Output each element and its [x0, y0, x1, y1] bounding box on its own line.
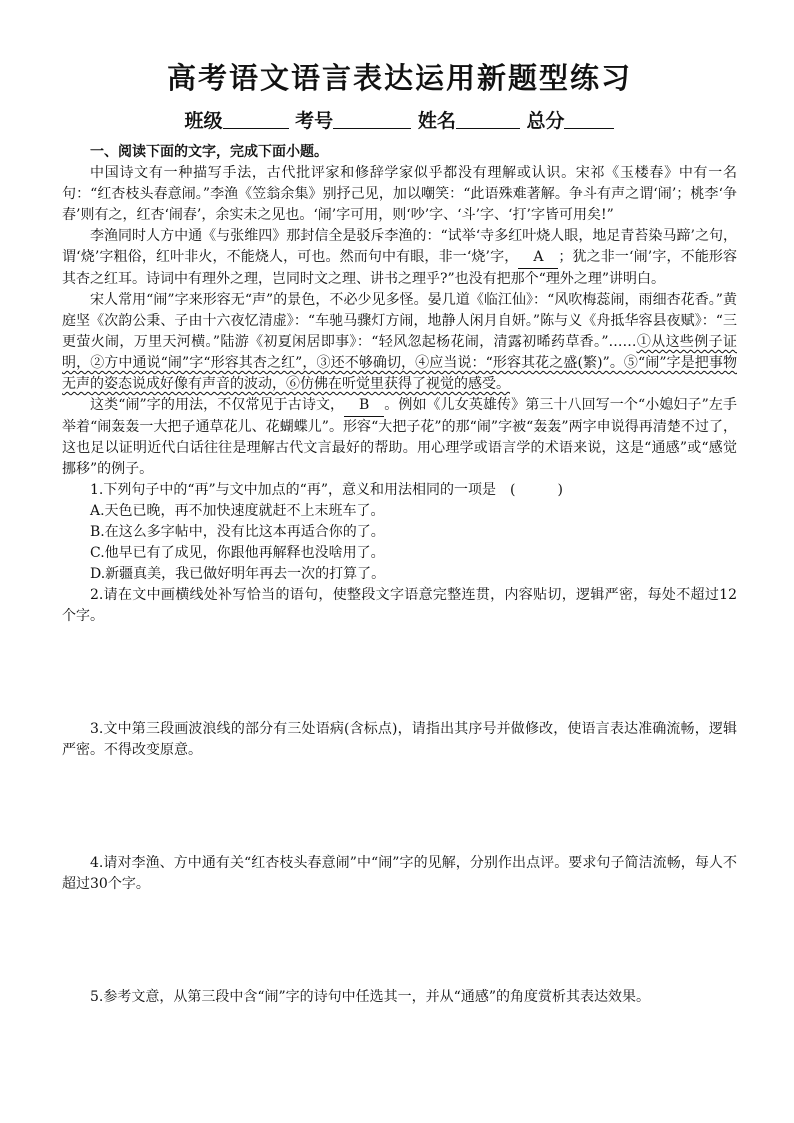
question-5: 5.参考文意，从第三段中含“闹”字的诗句中任选其一，并从“通感”的角度赏析其表达效果。: [90, 989, 650, 1005]
class-blank[interactable]: [223, 110, 289, 129]
question-1-option-c[interactable]: C.他早已有了成见，你跟他再解释也没啥用了。: [90, 545, 385, 561]
exam-no-blank[interactable]: [333, 110, 411, 129]
answer-space-3[interactable]: [62, 761, 737, 853]
passage-paragraph-4: 这类“闹”字的用法，不仅常见于古诗文， B 。例如《儿女英雄传》第三十八回写一个“小媳妇子”左手举着“闹轰轰一大把子通草花儿、花蝴蝶儿”。形容“大把子花”的那“闹”字被“轰轰”两字申说得再清楚不过了，这也足以证明近代白话往往是理解古代文言最好的帮助。用心理学或语言学的术语来说，这是“通感”或“感觉挪移”的例子。: [62, 397, 737, 477]
question-1-option-b[interactable]: B.在这么多字帖中，没有比这本再适合你的了。: [90, 524, 385, 540]
exam-no-label: 考号: [295, 110, 334, 132]
student-info-line: [62, 108, 737, 134]
name-label: 姓名: [417, 110, 456, 132]
wavy-underlined-text: ①从这些例子证明，②方中通说“闹”字“形容其杏之红”，③还不够确切，④应当说：“形容其花之盛(繁)”。⑤“闹”字是把事物无声的姿态说成好像有声音的波动，⑥仿佛在听觉里获得了视觉的感受。: [62, 334, 737, 392]
passage-paragraph-2: 李渔同时人方中通《与张维四》那封信全是驳斥李渔的：“试举‘寺多红叶烧人眼，地足青苔染马蹄’之句，谓‘烧’字粗俗，红叶非火，不能烧人，可也。然而句中有眼，非一‘烧’字， A ；犹之非一‘闹’字，不能形容其杏之红耳。诗词中有理外之理，岂同时文之理、讲书之理乎?”也没有把那个“理外之理”讲明白。: [62, 228, 737, 287]
score-label: 总分: [526, 110, 565, 132]
answer-space-4[interactable]: [62, 895, 737, 987]
passage-paragraph-3: 宋人常用“闹”字来形容无“声”的景色，不必少见多怪。晏几道《临江仙》：“风吹梅蕊闹，雨细杏花香。”黄庭坚《次韵公秉、子由十六夜忆清虚》：“车驰马骤灯方闹，地静人闲月自妍。”陈与义《舟抵华容县夜赋》：“三更萤火闹，万里天河横。”陆游《初夏闲居即事》：“轻风忽起杨花闹，清露初晞药草香。”……①从这些例子证明，②方中通说“闹”字“形容其杏之红”，③还不够确切，④应当说：“形容其花之盛(繁)”。⑤“闹”字是把事物无声的姿态说成好像有声音的波动，⑥仿佛在听觉里获得了视觉的感受。: [62, 292, 737, 392]
section-heading: 一、阅读下面的文字，完成下面小题。: [90, 144, 328, 160]
page-title: 高考语文语言表达运用新题型练习: [166, 61, 632, 95]
question-4: 4.请对李渔、方中通有关“红杏枝头春意闹”中“闹”字的见解，分别作出点评。要求句子简洁流畅，每人不超过30个字。: [62, 855, 737, 892]
passage-paragraph-1: 中国诗文有一种描写手法，古代批评家和修辞学家似乎都没有理解或认识。宋祁《玉楼春》中有一名句：“红杏枝头春意闹。”李渔《笠翁余集》别抒己见，加以嘲笑：“此语殊难著解。争斗有声之谓‘闹’；桃李‘争春’则有之，红杏‘闹春’，余实未之见也。‘闹’字可用，则‘吵’字、‘斗’字、‘打’字皆可用矣!”: [62, 165, 737, 223]
score-blank[interactable]: [564, 110, 614, 129]
answer-space-2[interactable]: [62, 627, 737, 719]
name-blank[interactable]: [456, 110, 520, 129]
question-1-option-a[interactable]: A.天色已晚，再不加快速度就赶不上末班车了。: [90, 503, 385, 519]
class-label: 班级: [184, 110, 223, 132]
question-1-option-d[interactable]: D.新疆真美，我已做好明年再去一次的打算了。: [90, 566, 386, 582]
question-1: 1.下列句子中的“再”与文中加点的“再”，意义和用法相同的一项是 ( ): [90, 482, 563, 498]
worksheet-page: [62, 58, 737, 1008]
question-3: 3.文中第三段画波浪线的部分有三处语病(含标点)，请指出其序号并做修改，使语言表达准确流畅，逻辑严密。不得改变原意。: [62, 721, 737, 758]
blank-b[interactable]: B: [344, 395, 384, 417]
question-2: 2.请在文中画横线处补写恰当的语句，使整段文字语意完整连贯，内容贴切，逻辑严密，每处不超过12个字。: [62, 587, 737, 624]
blank-a[interactable]: A: [518, 247, 558, 269]
